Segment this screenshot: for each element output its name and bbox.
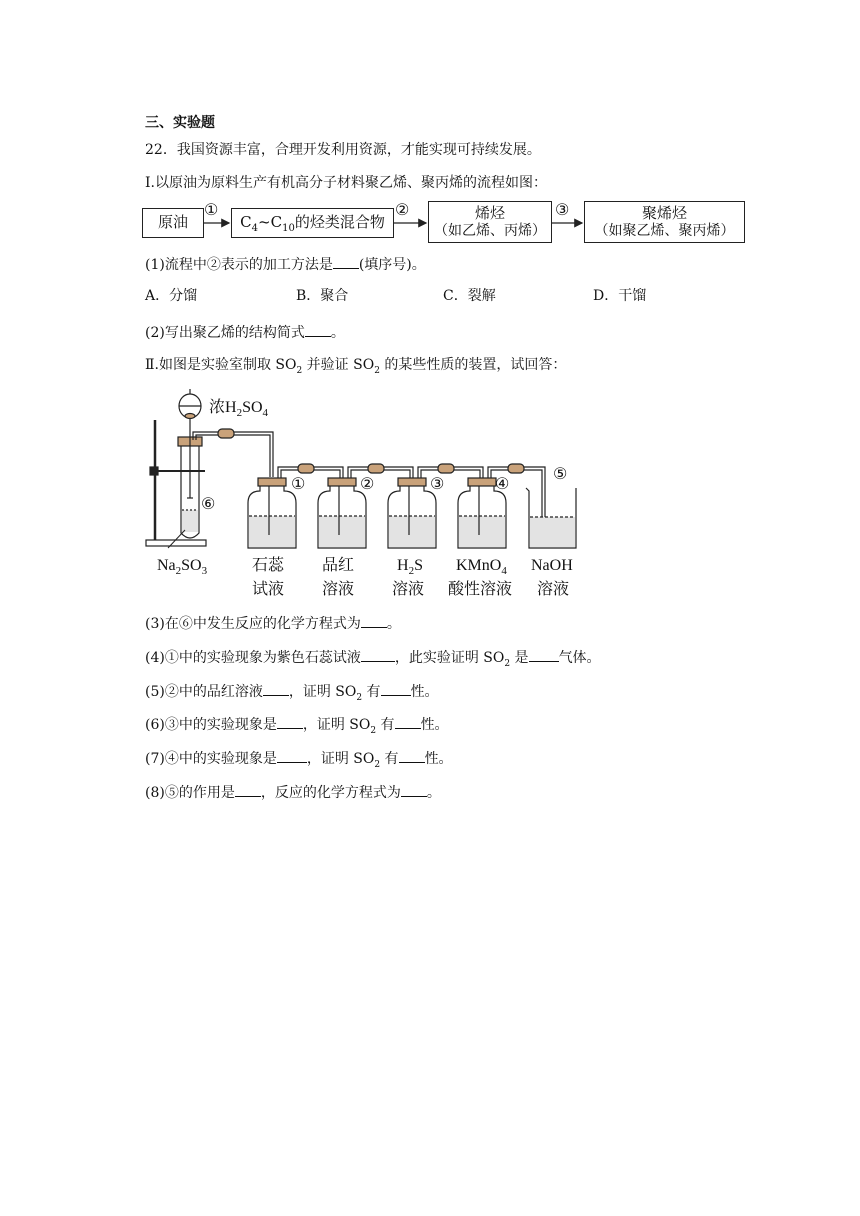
q7-text-c: 有 [380,751,399,767]
box-alkenes-line2: （如乙烯、丙烯） [434,223,546,239]
question-3 [145,613,401,634]
formula-tilde-c: ~C [258,213,283,231]
q4-sub: 2 [504,658,511,669]
q8-text-b: ，反应的化学方程式为 [260,785,401,801]
q7-text-d: 性。 [424,751,453,767]
bottle-2-label-line1: 品红 [322,557,355,574]
box-crude-oil-label: 原油 [157,213,188,231]
part2-intro [145,355,566,381]
option-d[interactable]: D．干馏 [593,288,647,304]
bottle-4-label-line1: KMnO$_4$ [456,557,507,577]
beaker-5-label-line1: NaOH [531,557,573,574]
bottle-3-label-line2: 溶液 [392,581,425,598]
box-alkenes [428,201,552,243]
step-1-label: ① [204,200,219,219]
label-4: ④ [495,476,510,493]
q4-text-a: (4)①中的实验现象为紫色石蕊试液 [145,650,361,666]
q5-blank-1[interactable] [263,681,289,696]
q2-blank[interactable] [305,322,331,337]
q2-text: (2)写出聚乙烯的结构简式 [145,325,305,341]
box-hydrocarbon-label: 的烃类混合物 [294,213,385,231]
q5-blank-2[interactable] [381,681,411,696]
box-polyolefins [584,201,745,243]
subscript-10: 10 [282,223,295,234]
part2-text-c: 的某些性质的装置，试回答： [379,357,567,373]
q4-text-b: ，此实验证明 SO [394,650,505,666]
option-a[interactable]: A．分馏 [145,288,198,304]
bottle-3 [388,478,436,548]
so2-apparatus-diagram [143,385,593,600]
box-polyolefins-line1: 聚烯烃 [641,204,687,222]
q6-text-d: 性。 [420,717,449,733]
option-b[interactable]: B．聚合 [296,288,349,304]
q2-suffix: 。 [330,325,345,341]
part2-text-b: 并验证 SO [302,357,375,373]
label-3: ③ [430,476,445,493]
bottle-2 [318,478,366,548]
q6-text-a: (6)③中的实验现象是 [145,717,277,733]
q1-text: (1)流程中②表示的加工方法是 [145,257,333,273]
acid-label: 浓$H_2SO_4$ [209,399,269,419]
bottle-1-label-line1: 石蕊 [252,557,285,574]
beaker-5-label-line2: 溶液 [537,581,570,598]
question-5 [145,681,439,708]
box-polyolefins-line2: （如聚乙烯、聚丙烯） [594,223,735,239]
formula-c: C [240,213,252,231]
q7-text-a: (7)④中的实验现象是 [145,751,277,767]
test-tube-6 [178,415,202,538]
part2-text-a: Ⅱ.如图是实验室制取 SO [145,357,297,373]
q5-text-d: 性。 [410,684,439,700]
q4-blank-2[interactable] [529,647,559,662]
bottle-4-label-line2: 酸性溶液 [448,581,513,598]
bottle-3-label-line1: $H_2S$ [397,557,423,577]
q8-blank-2[interactable] [401,782,427,797]
question-7 [145,748,453,775]
q6-sub: 2 [370,725,377,736]
q7-sub: 2 [374,759,381,770]
bottle-1 [248,478,296,548]
step-2-label: ② [395,200,410,219]
part1-intro: Ⅰ.以原油为原料生产有机高分子材料聚乙烯、聚丙烯的流程如图： [145,175,547,191]
beaker-5 [526,488,576,548]
q4-text-d: 气体。 [558,650,601,666]
part2-sub-b: 2 [374,365,380,376]
step-3-label: ③ [555,200,570,219]
label-6: ⑥ [201,496,216,513]
q6-blank-2[interactable] [395,714,421,729]
q3-blank[interactable] [361,613,387,628]
q6-text-b: ，证明 SO [302,717,371,733]
bottle-2-label-line2: 溶液 [322,581,355,598]
q4-blank-1[interactable] [361,647,395,662]
subscript-4: 4 [251,223,259,234]
separatory-funnel [179,389,201,419]
q5-text-a: (5)②中的品红溶液 [145,684,263,700]
q7-blank-1[interactable] [277,748,307,763]
q6-blank-1[interactable] [277,714,303,729]
label-1: ① [291,476,306,493]
q3-suffix: 。 [386,616,401,632]
question-1 [145,254,426,275]
part2-sub-a: 2 [296,365,303,376]
q8-text-a: (8)⑤的作用是 [145,785,235,801]
q1-blank[interactable] [333,254,359,269]
question-intro: 22．我国资源丰富，合理开发利用资源，才能实现可持续发展。 [145,142,541,158]
question-2 [145,322,345,343]
box-alkenes-line1: 烯烃 [474,204,505,222]
question-6 [145,714,449,741]
option-c[interactable]: C．裂解 [443,288,496,304]
bottle-1-label-line2: 试液 [252,581,285,598]
section-title: 三、实验题 [145,115,215,131]
q5-sub: 2 [356,692,363,703]
box-hydrocarbon-mixture [231,208,394,238]
label-5: ⑤ [553,466,568,483]
q3-text: (3)在⑥中发生反应的化学方程式为 [145,616,361,632]
q7-blank-2[interactable] [399,748,425,763]
q8-text-c: 。 [426,785,441,801]
label-2: ② [360,476,375,493]
process-flowchart [142,200,752,246]
q5-text-c: 有 [362,684,381,700]
q4-text-c: 是 [510,650,529,666]
q5-text-b: ，证明 SO [288,684,357,700]
q1-suffix: (填序号)。 [358,257,426,273]
q8-blank-1[interactable] [235,782,261,797]
question-8 [145,782,441,803]
q6-text-c: 有 [376,717,395,733]
q7-text-b: ，证明 SO [306,751,375,767]
na2so3-label: $Na_2SO_3$ [157,557,208,577]
question-4 [145,647,601,674]
